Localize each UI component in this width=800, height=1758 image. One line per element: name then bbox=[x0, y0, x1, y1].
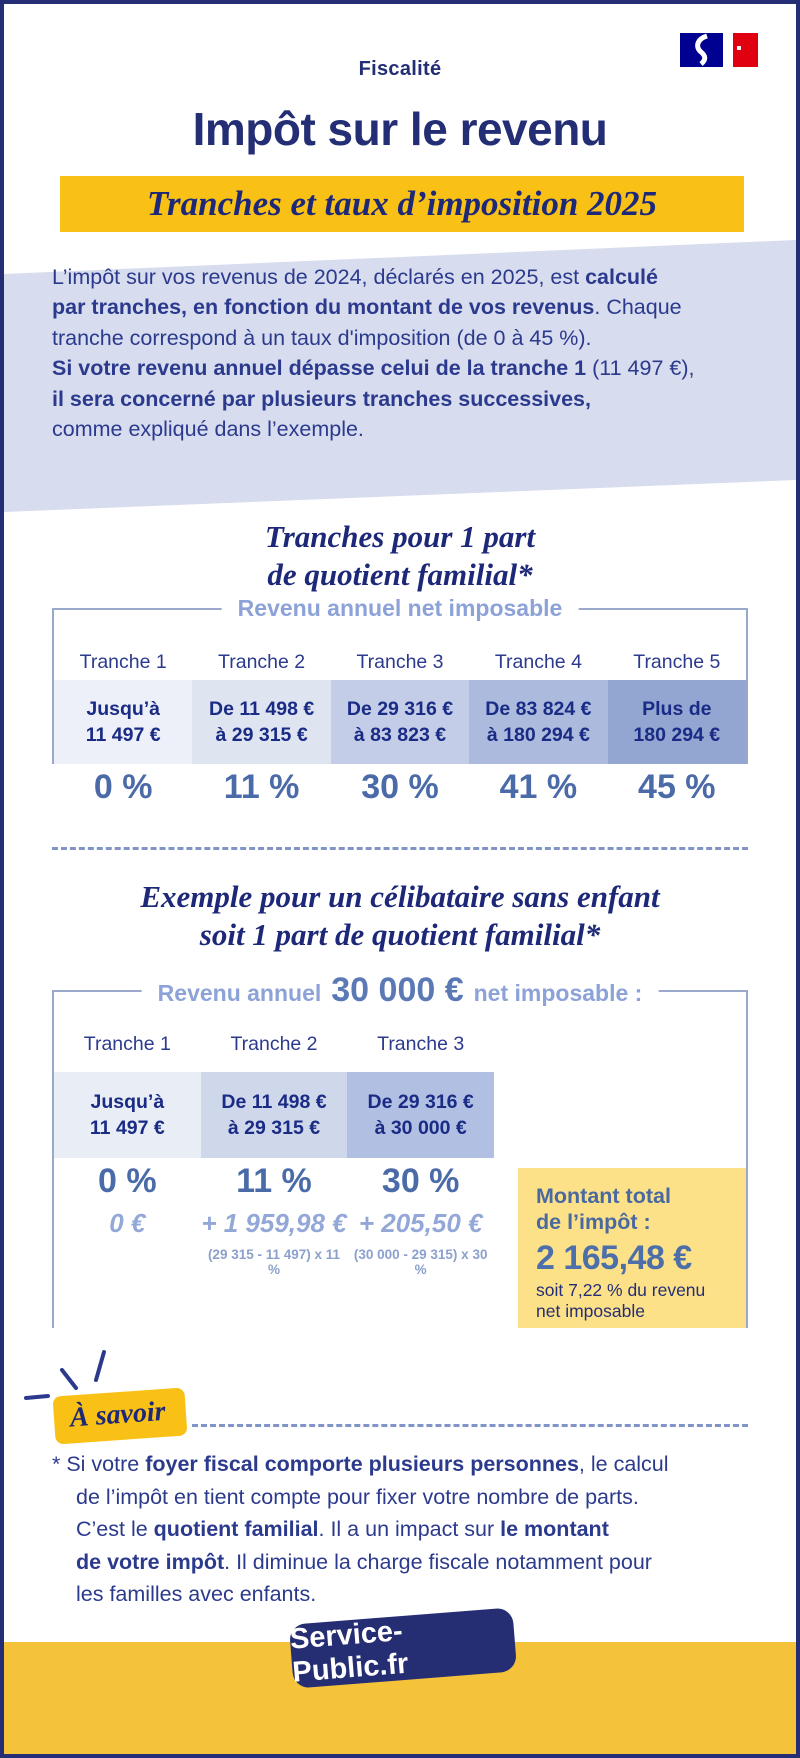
tranche-range-cell: Jusqu’à 11 497 € bbox=[54, 680, 192, 764]
tranche-label: Tranche 3 bbox=[377, 1032, 465, 1055]
tranche-rate: 30 % bbox=[381, 1162, 460, 1200]
tranche-rate: 41 % bbox=[499, 768, 578, 806]
tranche-rate-row bbox=[54, 1162, 494, 1201]
formula-note: (29 315 - 11 497) x 11 % bbox=[207, 1247, 341, 1277]
tranche-range-row bbox=[54, 1072, 494, 1158]
frame2-title bbox=[142, 971, 659, 1010]
text-line: Tranches pour 1 part bbox=[264, 519, 536, 554]
text-line: L’impôt sur vos revenus de 2024, déclarés en 2025, est calculé bbox=[52, 265, 658, 289]
bracket-frame-table1 bbox=[52, 595, 748, 764]
tranche-header-row bbox=[54, 1026, 494, 1062]
text-line: de votre impôt. Il diminue la charge fiscale notamment pour bbox=[76, 1549, 652, 1574]
tranche-rate: 30 % bbox=[361, 768, 439, 806]
tax-amount: 0 € bbox=[109, 1208, 146, 1238]
text-line: de l’impôt en tient compte pour fixer votre nombre de parts. bbox=[76, 1484, 639, 1509]
revenue-amount: 30 000 € bbox=[331, 971, 464, 1009]
a-savoir-tag: À savoir bbox=[52, 1387, 187, 1444]
tranche-rate: 0 % bbox=[98, 1162, 157, 1200]
tranche-rate-row bbox=[54, 768, 746, 807]
intro-paragraph bbox=[52, 262, 752, 444]
brand-pill[interactable]: Service-Public.fr bbox=[289, 1607, 517, 1688]
category-label: Fiscalité bbox=[358, 58, 442, 80]
tranche-rate: 11 % bbox=[223, 768, 300, 806]
frame2-title-pre: Revenu annuel bbox=[157, 980, 322, 1006]
text-line: par tranches, en fonction du montant de vos revenus. Chaque bbox=[52, 295, 682, 320]
france-flag-logo bbox=[680, 33, 758, 67]
text-line: Exemple pour un célibataire sans enfant bbox=[140, 879, 660, 914]
text-line: tranche correspond à un taux d'imposition (de 0 à 45 %). bbox=[52, 325, 592, 350]
text-line: C’est le quotient familial. Il a un impact sur le montant bbox=[76, 1517, 609, 1541]
bracket-frame-example bbox=[52, 971, 748, 1328]
footnote bbox=[52, 1448, 752, 1611]
tranche-range-cell: De 11 498 € à 29 315 € bbox=[192, 680, 330, 764]
text-line: de l’impôt : bbox=[536, 1210, 651, 1234]
text-line: Si votre revenu annuel dépasse celui de la tranche 1 (11 497 €), bbox=[52, 356, 695, 381]
tranche-label: Tranche 3 bbox=[356, 650, 444, 673]
tranche-label: Tranche 1 bbox=[83, 1032, 171, 1055]
tranche-label: Tranche 1 bbox=[79, 650, 167, 673]
tranche-rate: 0 % bbox=[93, 768, 153, 806]
tranche-label: Tranche 2 bbox=[218, 650, 306, 673]
tranche-range-cell: De 29 316 € à 30 000 € bbox=[347, 1072, 494, 1158]
formula-note: (30 000 - 29 315) x 30 % bbox=[353, 1247, 488, 1277]
tranche-range-row bbox=[54, 680, 746, 764]
tranche-label: Tranche 4 bbox=[494, 650, 582, 673]
tranche-range-cell: De 83 824 € à 180 294 € bbox=[469, 680, 607, 764]
title-banner: Tranches et taux d’imposition 2025 bbox=[60, 176, 744, 232]
text-line: * Si votre foyer fiscal comporte plusieurs personnes, le calcul bbox=[52, 1452, 669, 1476]
formula-row bbox=[54, 1247, 494, 1277]
tranche-label: Tranche 5 bbox=[633, 650, 721, 673]
section1-heading bbox=[4, 518, 796, 594]
text-line: soit 7,22 % du revenu bbox=[536, 1280, 706, 1300]
total-note bbox=[536, 1280, 746, 1322]
section-divider bbox=[52, 847, 748, 850]
total-box bbox=[518, 1168, 746, 1328]
tranche-rate: 45 % bbox=[638, 768, 716, 806]
tranche-header-row bbox=[54, 644, 746, 680]
tranche-range-cell: De 11 498 € à 29 315 € bbox=[201, 1072, 348, 1158]
tax-amount-row bbox=[54, 1208, 494, 1239]
tranche-range-cell: De 29 316 € à 83 823 € bbox=[331, 680, 469, 764]
text-line: il sera concerné par plusieurs tranches successives, bbox=[52, 386, 591, 411]
tranche-range-cell: Plus de 180 294 € bbox=[608, 680, 746, 764]
text-line: comme expliqué dans l’exemple. bbox=[52, 417, 364, 442]
text-line: Montant total bbox=[536, 1184, 671, 1208]
total-title bbox=[536, 1183, 746, 1235]
frame1-title: Revenu annuel net imposable bbox=[222, 595, 579, 622]
tranche-rate: 11 % bbox=[236, 1162, 312, 1200]
page-title: Impôt sur le revenu bbox=[192, 103, 608, 155]
example-heading bbox=[4, 878, 796, 954]
text-line: soit 1 part de quotient familial* bbox=[199, 917, 601, 952]
tax-amount: + 205,50 € bbox=[358, 1208, 483, 1238]
tax-amount: + 1 959,98 € bbox=[201, 1208, 347, 1238]
text-line: net imposable bbox=[536, 1301, 645, 1321]
formula-note bbox=[54, 1247, 201, 1277]
total-amount: 2 165,48 € bbox=[536, 1239, 692, 1277]
frame2-title-post: net imposable : bbox=[473, 980, 643, 1006]
savoir-divider bbox=[192, 1424, 748, 1427]
tranche-range-cell: Jusqu’à 11 497 € bbox=[54, 1072, 201, 1158]
text-line: de quotient familial* bbox=[267, 557, 533, 592]
text-line: les familles avec enfants. bbox=[76, 1582, 317, 1606]
tranche-label: Tranche 2 bbox=[230, 1032, 318, 1055]
